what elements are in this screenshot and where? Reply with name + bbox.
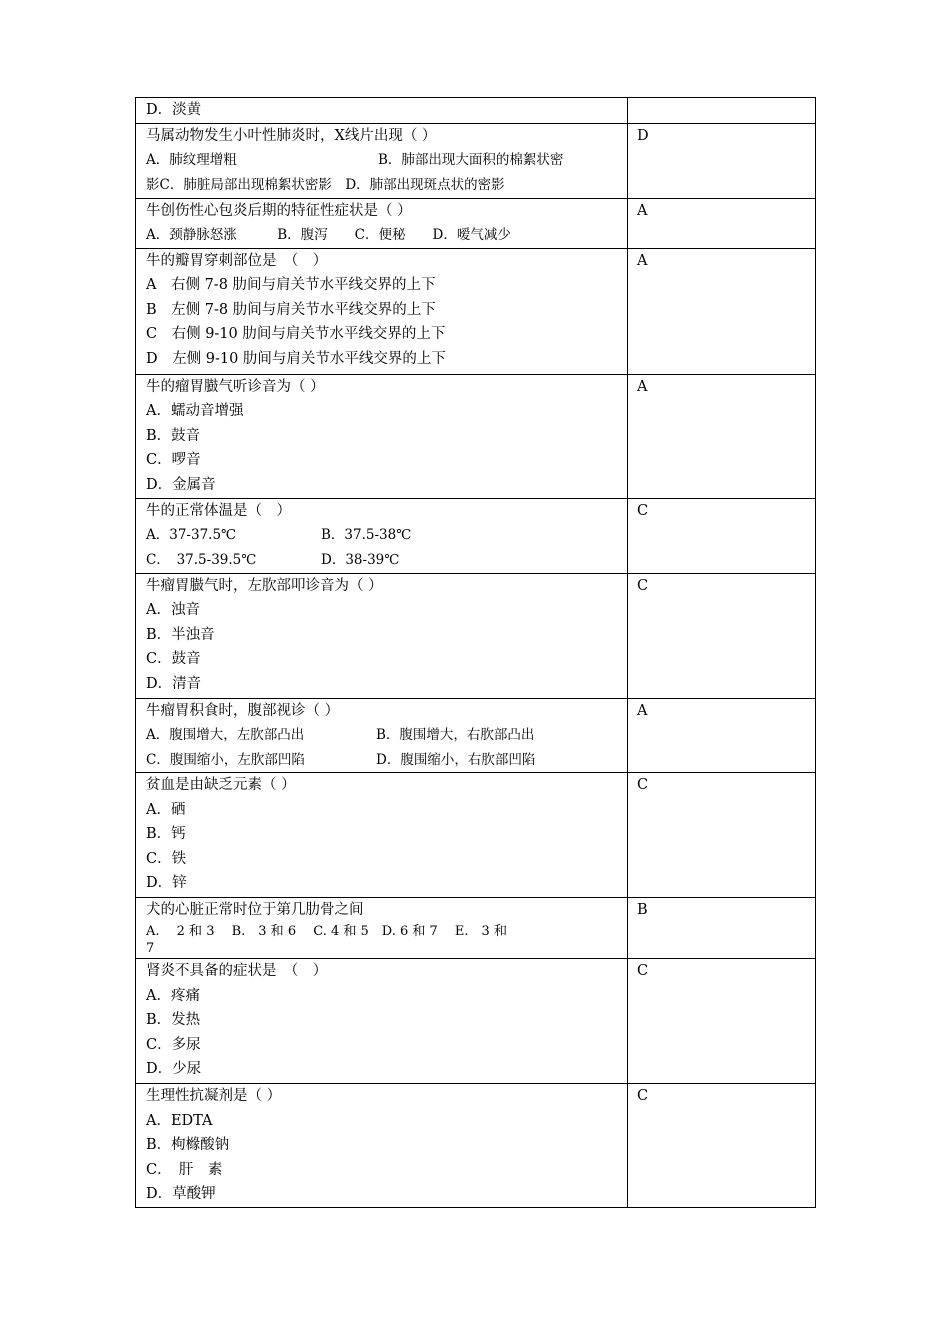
answer-cell: C [628, 959, 816, 1084]
answer-cell: D [628, 123, 816, 198]
question-text: 肾炎不具备的症状是 （ ） [146, 963, 328, 979]
option-line: B．枸橼酸钠 [146, 1137, 230, 1153]
question-text: 牛的正常体温是（ ） [146, 502, 291, 519]
question-text: 牛创伤性心包炎后期的特征性症状是（ ） [146, 202, 412, 219]
answer-cell: A [628, 374, 816, 498]
option-text: A．腹围增大，左肷部凸出 [146, 727, 305, 743]
question-cell [136, 773, 628, 898]
option-line: D．清音 [146, 675, 202, 692]
table-row [136, 98, 816, 124]
option-text: C． 37.5-39.5℃ [146, 551, 257, 568]
question-text: 牛瘤胃臌气时，左肷部叩诊音为（ ） [146, 577, 383, 594]
option-text: C．腹围缩小，左肷部凹陷 [146, 751, 305, 768]
option-line: D．草酸钾 [146, 1186, 216, 1202]
question-text: D．淡黄 [146, 102, 202, 118]
option-text: B．腹围增大，右肷部凸出 [376, 727, 535, 743]
table-row [136, 374, 816, 498]
question-answer-table [135, 97, 816, 1208]
option-line [146, 548, 627, 573]
option-text: B．肺部出现大面积的棉絮状密 [378, 152, 564, 168]
answer-cell: C [628, 1084, 816, 1208]
option-line: C 右侧 9-10 肋间与肩关节水平线交界的上下 [146, 326, 446, 342]
table-row [136, 573, 816, 698]
option-line [146, 148, 627, 173]
question-cell [136, 198, 628, 248]
option-line: B．鼓音 [146, 427, 201, 444]
question-text: 贫血是由缺乏元素（ ） [146, 777, 296, 793]
question-cell [136, 898, 628, 959]
question-text: 马属动物发生小叶性肺炎时，X线片出现（ ） [146, 127, 437, 144]
answer-cell: C [628, 573, 816, 698]
question-cell [136, 248, 628, 374]
option-line: C．啰音 [146, 452, 201, 468]
option-line [146, 523, 627, 548]
option-line: A 右侧 7-8 肋间与肩关节水平线交界的上下 [146, 277, 436, 293]
option-line: B．半浊音 [146, 626, 215, 643]
table-row [136, 959, 816, 1084]
option-text: A．肺纹理增粗 [146, 152, 237, 168]
table-row [136, 898, 816, 959]
option-line [146, 748, 627, 773]
option-line: 影C．肺脏局部出现棉絮状密影 D．肺部出现斑点状的密影 [146, 176, 505, 193]
table-row [136, 123, 816, 198]
option-line: D 左侧 9-10 肋间与肩关节水平线交界的上下 [146, 350, 446, 367]
option-line: D．金属音 [146, 476, 216, 493]
question-text: 生理性抗凝剂是（ ） [146, 1088, 282, 1104]
option-line: B 左侧 7-8 肋间与肩关节水平线交界的上下 [146, 301, 436, 318]
option-line: A．浊音 [146, 602, 200, 618]
answer-cell: C [628, 498, 816, 573]
table-row [136, 198, 816, 248]
option-text: A．37-37.5℃ [146, 527, 237, 543]
question-cell [136, 498, 628, 573]
option-line: A．蠕动音增强 [146, 403, 244, 419]
answer-cell: C [628, 773, 816, 898]
option-text: D．38-39℃ [321, 551, 400, 568]
option-text: B．37.5-38℃ [321, 527, 412, 543]
question-text: 牛的瘤胃臌气听诊音为（ ） [146, 378, 325, 395]
option-line: B．发热 [146, 1012, 201, 1028]
option-line: D．少尿 [146, 1061, 202, 1077]
option-line: D．锌 [146, 875, 187, 891]
question-text: 牛瘤胃积食时，腹部视诊（ ） [146, 702, 340, 719]
question-cell [136, 1084, 628, 1208]
option-line: C． 肝 素 [146, 1161, 223, 1178]
question-cell [136, 959, 628, 1084]
answer-cell [628, 98, 816, 124]
answer-cell: A [628, 198, 816, 248]
option-line [146, 723, 627, 748]
table-row [136, 498, 816, 573]
table-row [136, 698, 816, 773]
question-cell [136, 98, 628, 124]
answer-cell: B [628, 898, 816, 959]
question-cell [136, 123, 628, 198]
question-cell [136, 573, 628, 698]
answer-cell: A [628, 698, 816, 773]
option-line: A．颈静脉怒涨 B．腹泻 C．便秘 D．嗳气减少 [146, 227, 511, 243]
option-line: B．钙 [146, 826, 186, 842]
option-line: C．鼓音 [146, 651, 201, 667]
table-row [136, 248, 816, 374]
question-cell [136, 698, 628, 773]
option-line: A．疼痛 [146, 987, 200, 1004]
option-line: C．铁 [146, 850, 187, 867]
table-row [136, 1084, 816, 1208]
option-line: A．EDTA [146, 1112, 213, 1129]
question-text: 牛的瓣胃穿刺部位是 （ ） [146, 252, 328, 269]
option-line: A．硒 [146, 801, 186, 818]
question-cell [136, 374, 628, 498]
option-line: C．多尿 [146, 1036, 201, 1053]
table-row [136, 773, 816, 898]
option-text: D．腹围缩小，右肷部凹陷 [376, 751, 536, 768]
option-line: 7 [146, 940, 155, 956]
option-line: A. 2 和 3 B. 3 和 6 C. 4 和 5 D. 6 和 7 E. 3 和 [146, 923, 507, 939]
answer-cell: A [628, 248, 816, 374]
question-text: 犬的心脏正常时位于第几肋骨之间 [146, 902, 364, 918]
